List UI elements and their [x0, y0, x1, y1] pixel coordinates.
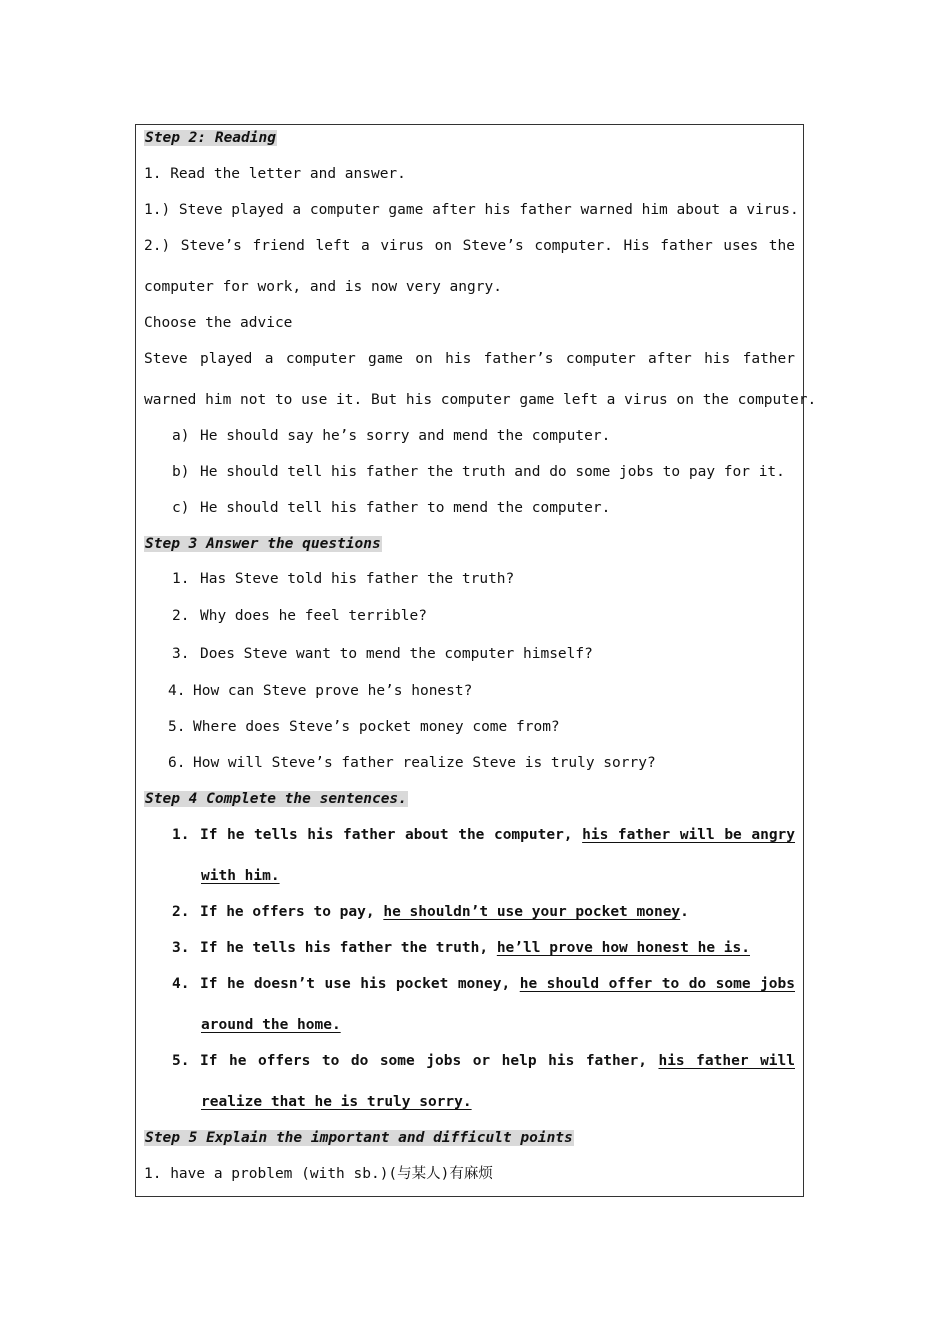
question-number: 2.	[172, 608, 190, 624]
step2-heading-row	[144, 128, 277, 148]
sentence-answer-continued: around the home.	[201, 1017, 341, 1033]
choose-advice-label: Choose the advice	[144, 315, 293, 331]
sentence-answer: his father will be angry	[582, 827, 796, 843]
question-text: Why does he feel terrible?	[200, 608, 427, 624]
option-marker: b)	[172, 464, 190, 480]
question-text: Does Steve want to mend the computer himself?	[200, 646, 593, 662]
step5-heading: Step 5 Explain the important and difficult points	[145, 1130, 573, 1146]
sentence-item	[172, 1051, 795, 1071]
question-text: How will Steve’s father realize Steve is truly sorry?	[193, 755, 656, 771]
sentence-answer: he should offer to do some jobs	[519, 976, 795, 992]
sentence-answer-continued: realize that he is truly sorry.	[201, 1094, 472, 1110]
sentence-prefix: If he offers to do some jobs or help his father,	[200, 1053, 647, 1069]
sentence-answer: he shouldn’t use your pocket money	[383, 904, 681, 920]
scenario-line-1: Steve played a computer game on his father’s computer after his father	[144, 351, 795, 367]
step3-heading: Step 3 Answer the questions	[145, 536, 381, 552]
sentence-number: 5.	[172, 1053, 190, 1069]
question-number: 4.	[168, 683, 186, 699]
sentence-item	[172, 938, 750, 958]
question-item	[168, 753, 656, 773]
sentence-number: 2.	[172, 904, 190, 920]
question-item	[172, 569, 514, 589]
sentence-number: 1.	[172, 827, 190, 843]
option-text: He should tell his father the truth and do some jobs to pay for it.	[200, 464, 785, 480]
step5-heading-row	[144, 1128, 574, 1148]
sentence-number: 3.	[172, 940, 190, 956]
step4-heading: Step 4 Complete the sentences.	[145, 791, 407, 807]
question-number: 1.	[172, 571, 190, 587]
question-text: Where does Steve’s pocket money come from?	[193, 719, 560, 735]
question-item	[172, 644, 593, 664]
step2-heading: Step 2: Reading	[145, 130, 276, 146]
sentence-item	[172, 902, 689, 922]
point-1: 1. have a problem (with sb.)(与某人)有麻烦	[144, 1166, 493, 1182]
sentence-prefix: If he offers to pay,	[200, 904, 375, 920]
question-text: How can Steve prove he’s honest?	[193, 683, 473, 699]
step4-heading-row	[144, 789, 408, 809]
sentence-suffix: .	[680, 904, 689, 920]
question-item	[168, 717, 560, 737]
sentence-number: 4.	[172, 976, 190, 992]
sentence-item	[172, 825, 795, 845]
advice-option	[172, 462, 785, 482]
sentence-answer-continued: with him.	[201, 868, 280, 884]
question-number: 6.	[168, 755, 186, 771]
statement-2-line-2: computer for work, and is now very angry.	[144, 279, 502, 295]
question-number: 3.	[172, 646, 190, 662]
step3-heading-row	[144, 534, 382, 554]
question-text: Has Steve told his father the truth?	[200, 571, 515, 587]
advice-option	[172, 498, 610, 518]
sentence-answer: his father will	[658, 1053, 795, 1069]
sentence-answer: he’ll prove how honest he is.	[496, 940, 750, 956]
sentence-item	[172, 974, 795, 994]
question-number: 5.	[168, 719, 186, 735]
statement-1: 1.) Steve played a computer game after his father warned him about a virus.	[144, 202, 799, 218]
advice-option	[172, 426, 610, 446]
option-marker: c)	[172, 500, 190, 516]
sentence-prefix: If he tells his father the truth,	[200, 940, 489, 956]
question-item	[168, 681, 472, 701]
option-text: He should tell his father to mend the computer.	[200, 500, 611, 516]
sentence-prefix: If he doesn’t use his pocket money,	[200, 976, 511, 992]
statement-2-line-1: 2.) Steve’s friend left a virus on Steve’s computer. His father uses the	[144, 238, 795, 254]
scenario-line-2: warned him not to use it. But his computer game left a virus on the computer.	[144, 392, 817, 408]
sentence-prefix: If he tells his father about the computer,	[200, 827, 573, 843]
question-item	[172, 606, 427, 626]
option-text: He should say he’s sorry and mend the computer.	[200, 428, 611, 444]
step2-intro: 1. Read the letter and answer.	[144, 166, 406, 182]
option-marker: a)	[172, 428, 190, 444]
